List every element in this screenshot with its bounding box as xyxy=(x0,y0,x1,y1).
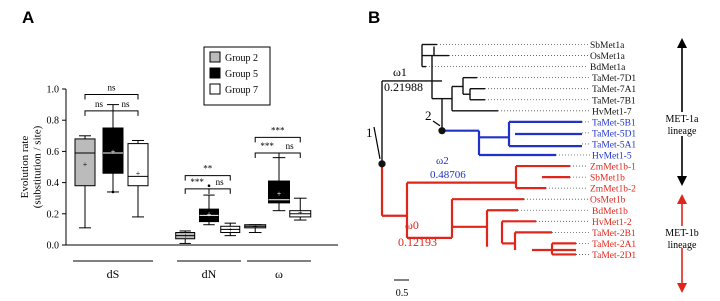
significance-bracket xyxy=(113,111,138,116)
leaf-label: HvMet1-7 xyxy=(592,107,632,118)
boxplot-chart xyxy=(0,0,352,301)
omega1-value: 0.21988 xyxy=(384,80,423,94)
x-category-label: ω xyxy=(275,267,283,281)
box-mean-marker: + xyxy=(227,225,233,235)
box-mean-marker: + xyxy=(252,222,258,232)
leaf-label: OsMet1b xyxy=(590,195,626,206)
box-mean-marker: + xyxy=(276,189,282,199)
legend-entry-label: Group 2 xyxy=(225,53,259,64)
significance-label: *** xyxy=(190,176,204,187)
significance-label: ns xyxy=(107,82,116,93)
leaf-label: BdMet1a xyxy=(590,63,626,74)
leaf-label: TaMet-2A1 xyxy=(592,239,637,250)
legend-swatch xyxy=(210,68,220,78)
y-tick-label: 0.2 xyxy=(46,209,59,221)
box-outlier xyxy=(112,191,115,194)
leaf-label: HvMet1-5 xyxy=(592,151,632,162)
leaf-label: TaMet-7D1 xyxy=(592,74,637,85)
significance-bracket xyxy=(85,111,113,116)
significance-label: ns xyxy=(94,98,104,109)
y-tick-label: 0.0 xyxy=(46,240,59,252)
box-mean-marker: + xyxy=(110,147,116,157)
box-group-7 xyxy=(128,144,148,186)
met1b-arrow-head xyxy=(677,283,687,293)
met1a-arrow-head xyxy=(677,38,687,48)
box-mean-marker: + xyxy=(297,208,303,218)
significance-label: *** xyxy=(260,140,274,151)
significance-label: *** xyxy=(270,125,285,136)
leaf-label: BdMet1b xyxy=(592,206,628,217)
leaf-label: SbMet1a xyxy=(590,41,625,51)
box-mean-marker: + xyxy=(206,209,212,219)
leaf-label: TaMet-5D1 xyxy=(592,129,637,140)
met1a-lineage-label: lineage xyxy=(667,126,697,137)
met1b-arrow-head xyxy=(677,194,687,204)
panel-b-label: B xyxy=(368,8,381,27)
y-tick-label: 0.8 xyxy=(46,115,59,127)
node-1-arrow xyxy=(374,127,380,159)
met1a-lineage-label: MET-1a xyxy=(665,114,699,125)
leaf-label: SbMet1b xyxy=(590,173,625,184)
leaf-label: TaMet-2D1 xyxy=(592,250,637,261)
leaf-label: TaMet-5B1 xyxy=(592,118,636,129)
leaf-label: ZmMet1b-2 xyxy=(590,184,636,195)
legend-entry-label: Group 5 xyxy=(225,69,259,80)
legend-swatch xyxy=(210,52,220,62)
legend-swatch xyxy=(210,84,220,94)
omega1-label: ω1 xyxy=(393,65,407,79)
leaf-label: OsMet1a xyxy=(590,52,625,63)
leaf-label: HvMet1-2 xyxy=(592,217,632,228)
leaf-label: TaMet-2B1 xyxy=(592,228,636,239)
node-1-marker xyxy=(378,160,385,167)
box-mean-marker: + xyxy=(82,159,88,169)
leaf-label: ZmMet1b-1 xyxy=(590,162,636,173)
significance-label: ** xyxy=(203,163,213,174)
leaf-label: TaMet-7B1 xyxy=(592,96,636,107)
significance-label: ns xyxy=(121,98,130,109)
box-mean-marker: + xyxy=(182,231,188,241)
significance-bracket xyxy=(209,189,230,194)
met1b-lineage-label: MET-1b xyxy=(665,228,699,239)
legend-entry-label: Group 7 xyxy=(225,85,259,96)
omega2-value: 0.48706 xyxy=(430,169,466,181)
box-mean-marker: + xyxy=(135,169,141,179)
node-2-label: 2 xyxy=(425,108,432,123)
panel-a-label: A xyxy=(22,8,35,27)
leaf-label: TaMet-5A1 xyxy=(592,140,637,151)
y-tick-label: 0.6 xyxy=(46,146,59,158)
omega0-value: 0.12193 xyxy=(398,235,437,249)
x-category-label: dN xyxy=(201,267,217,281)
met1b-lineage-label: lineage xyxy=(667,240,697,251)
met1a-arrow-head xyxy=(677,176,687,186)
node-2-arrow xyxy=(433,121,440,126)
y-axis-label: Evolution rate(substitution / site) xyxy=(18,125,44,209)
scale-bar-label: 0.5 xyxy=(395,288,409,299)
significance-bracket xyxy=(85,94,138,99)
y-tick-label: 0.4 xyxy=(46,178,59,190)
significance-label: ns xyxy=(285,140,294,151)
significance-bracket xyxy=(185,189,209,194)
omega0-label: ω0 xyxy=(405,218,419,232)
omega2-label: ω2 xyxy=(436,155,449,167)
node-2-marker xyxy=(438,127,445,134)
y-tick-label: 1.0 xyxy=(46,84,59,96)
phylogenetic-tree xyxy=(352,0,720,301)
box-outlier xyxy=(208,184,211,187)
x-category-label: dS xyxy=(106,267,120,281)
leaf-label: TaMet-7A1 xyxy=(592,85,637,96)
significance-label: ns xyxy=(215,176,224,187)
node-1-label: 1 xyxy=(366,125,373,140)
